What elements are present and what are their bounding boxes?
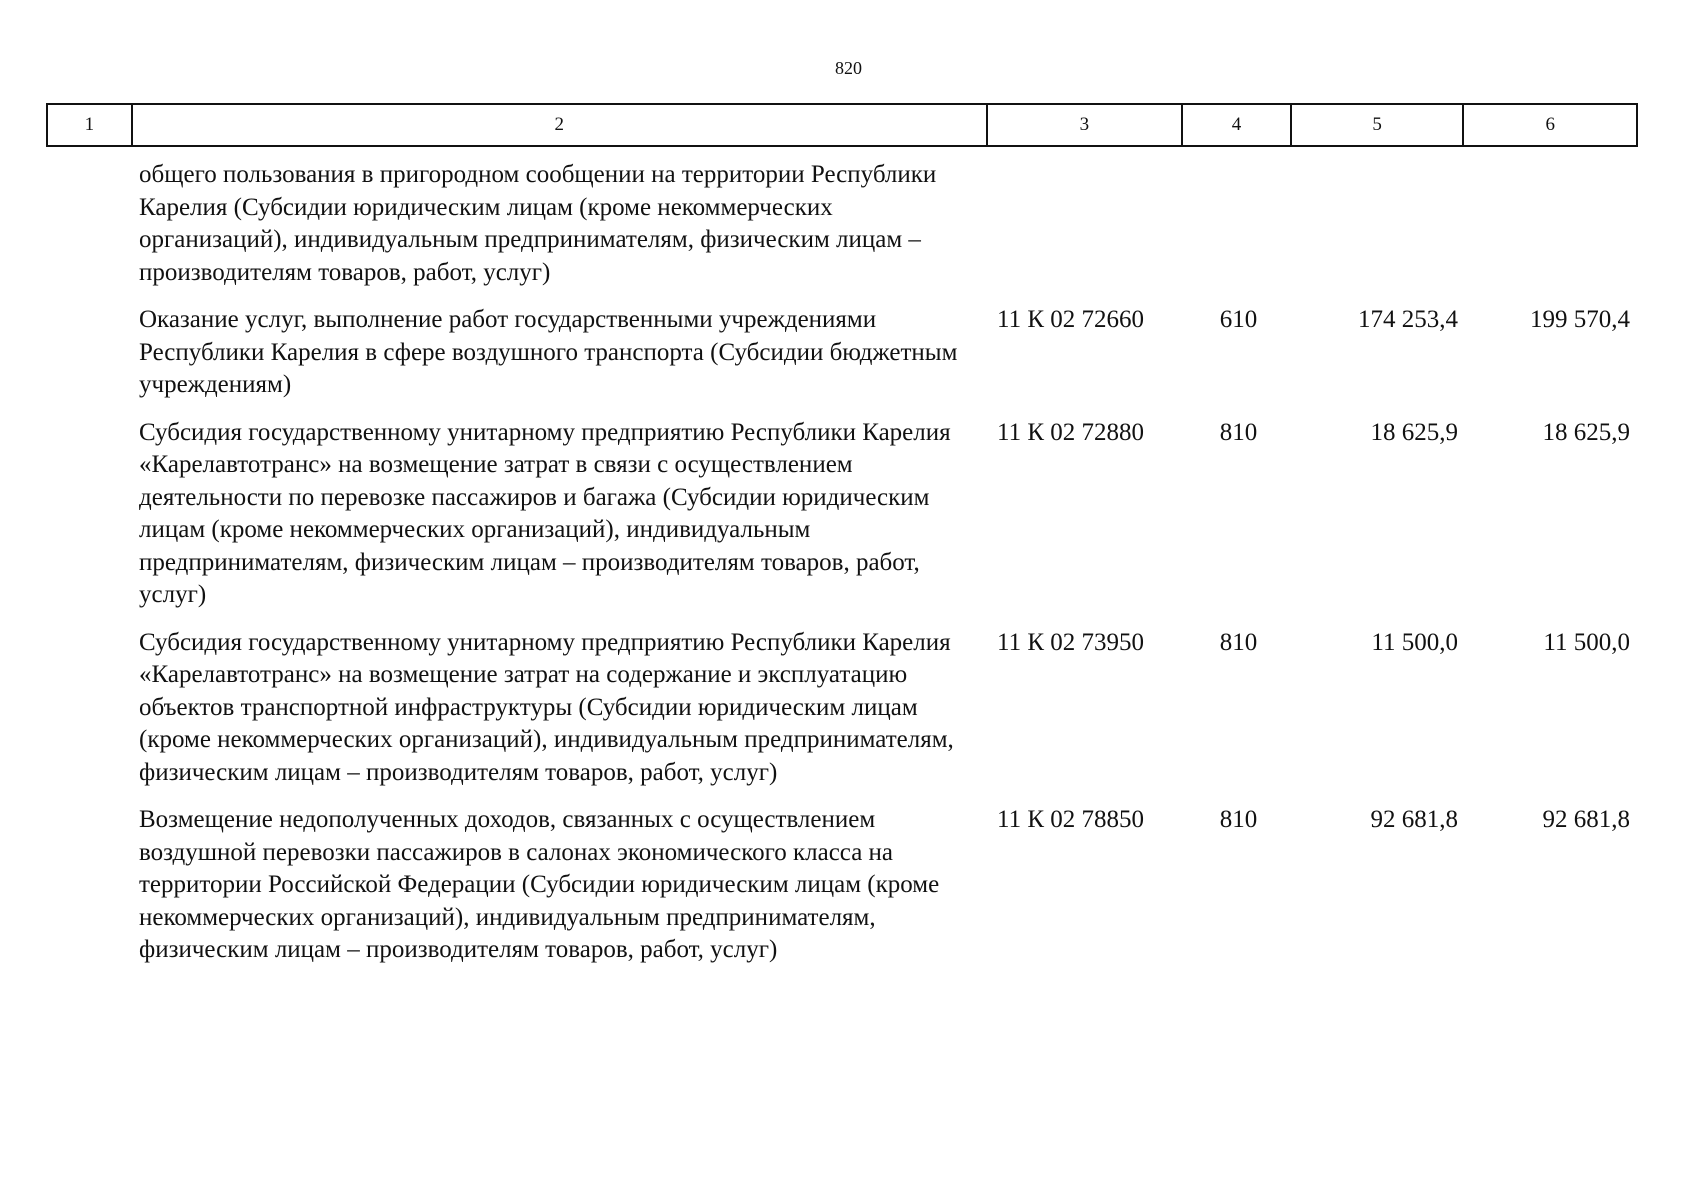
row-number-cell bbox=[46, 159, 131, 289]
type-cell: 810 bbox=[1219, 628, 1258, 656]
description-cell: Оказание услуг, выполнение работ государственными учреждениями Республики Карелия в сфере воздушного транспорта (Субсидии бюджетным учреждениям) bbox=[139, 306, 958, 398]
sum1-cell: 11 500,0 bbox=[1371, 628, 1458, 656]
sum2-cell bbox=[1466, 159, 1638, 289]
description-cell: Возмещение недополученных доходов, связанных с осуществлением воздушной перевозки пассажиров в салонах экономического класса на территории Российской Федерации (Субсидии юридическим лицам (кроме некоммерческих организаций), индивидуальным предпринимателям, физическим лицам – производителям товаров, работ, услуг) bbox=[139, 806, 940, 963]
code-cell: 11 К 02 73950 bbox=[997, 628, 1144, 656]
header-col-4: 4 bbox=[1183, 105, 1292, 145]
row-number-cell bbox=[46, 417, 131, 612]
description-cell: Субсидия государственному унитарному предприятию Республики Карелия «Карелавтотранс» на возмещение затрат в связи с осуществлением деятельности по перевозке пассажиров и багажа (Субсидии юридическим лицам (кроме некоммерческих организаций), индивидуальным предпринимателям, физическим лицам – производителям товаров, работ, услуг) bbox=[139, 418, 951, 608]
table-row bbox=[46, 417, 1638, 612]
header-col-1: 1 bbox=[48, 105, 133, 145]
type-cell: 610 bbox=[1219, 306, 1258, 333]
code-cell bbox=[988, 159, 1184, 289]
table-row bbox=[46, 304, 1638, 402]
table-header-row bbox=[46, 103, 1638, 147]
table-row bbox=[46, 627, 1638, 790]
header-col-6: 6 bbox=[1545, 114, 1555, 135]
type-cell: 810 bbox=[1219, 418, 1258, 446]
description-cell: Субсидия государственному унитарному предприятию Республики Карелия «Карелавтотранс» на возмещение затрат на содержание и эксплуатацию объектов транспортной инфраструктуры (Субсидии юридическим лицам (кроме некоммерческих организаций), индивидуальным предпринимателям, физическим лицам – производителям товаров, работ, услуг) bbox=[139, 628, 954, 786]
code-cell: 11 К 02 78850 bbox=[997, 806, 1144, 833]
sum1-cell: 18 625,9 bbox=[1370, 418, 1458, 446]
sum1-cell: 92 681,8 bbox=[1370, 806, 1458, 833]
row-number-cell bbox=[46, 804, 131, 967]
sum2-cell: 199 570,4 bbox=[1530, 306, 1630, 333]
sum2-cell: 92 681,8 bbox=[1542, 806, 1630, 833]
type-cell: 810 bbox=[1219, 806, 1258, 833]
code-cell: 11 К 02 72880 bbox=[997, 418, 1144, 446]
header-col-5: 5 bbox=[1292, 105, 1465, 145]
header-col-3: 3 bbox=[988, 105, 1184, 145]
table-row bbox=[46, 804, 1638, 967]
type-cell bbox=[1184, 159, 1293, 289]
page-number: 820 bbox=[835, 58, 862, 78]
code-cell: 11 К 02 72660 bbox=[997, 306, 1144, 333]
sum2-cell: 18 625,9 bbox=[1542, 418, 1630, 446]
header-col-2: 2 bbox=[133, 105, 988, 145]
table-row bbox=[46, 159, 1638, 289]
row-number-cell bbox=[46, 304, 131, 402]
budget-table bbox=[46, 103, 1638, 982]
sum2-cell: 11 500,0 bbox=[1543, 628, 1630, 656]
sum1-cell bbox=[1293, 159, 1466, 289]
sum1-cell: 174 253,4 bbox=[1358, 306, 1458, 333]
row-number-cell bbox=[46, 627, 131, 790]
table-body bbox=[46, 159, 1638, 967]
description-cell: общего пользования в пригородном сообщении на территории Республики Карелия (Субсидии юридическим лицам (кроме некоммерческих организаций), индивидуальным предпринимателям, физическим лицам – производителям товаров, работ, услуг) bbox=[139, 161, 937, 286]
